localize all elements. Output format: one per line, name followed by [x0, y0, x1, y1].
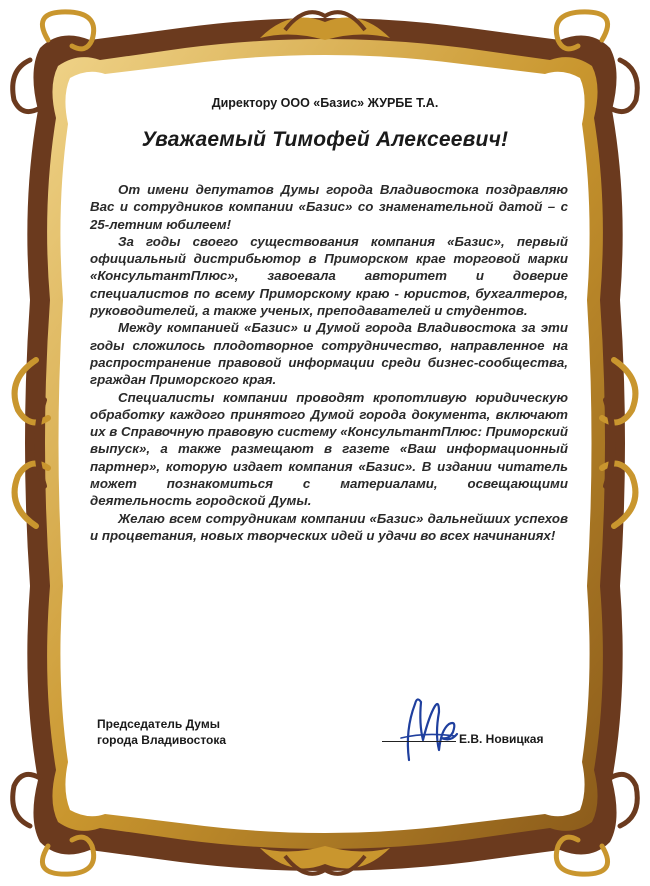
body-paragraph: От имени депутатов Думы города Владивостока поздравляю Вас и сотрудников компании «Базис» со знаменательной датой – с 25-летним юбилеем!: [90, 182, 568, 232]
handwritten-signature: [395, 690, 461, 768]
signatory-title-line: Председатель Думы: [97, 717, 220, 731]
body-paragraph: За годы своего существования компания «Базис», первый официальный дистрибьютор в Приморском крае торговой марки «КонсультантПлюс», завоевала авторитет и доверие специалистов по всему Приморскому краю - юристов, бухгалтеров, руководителей, а также ученых, преподавателей и студентов.: [90, 233, 568, 319]
addressee-line: Директору ООО «Базис» ЖУРБЕ Т.А.: [211, 96, 439, 110]
body-paragraph: Желаю всем сотрудникам компании «Базис» дальнейших успехов и процветания, новых творческих идей и удачи во всех начинаниях!: [90, 510, 568, 543]
letter-body: [90, 181, 568, 544]
body-paragraph: Специалисты компании проводят кропотливую юридическую обработку каждого принятого Думой города документа, включают их в Справочную правовую систему «КонсультантПлюс: Приморский выпуск», а также размещают в газете «Ваш информационный партнер», которую издает компания «Базис». В издании читатель может познакомиться с материалами, освещающими деятельность городской Думы.: [90, 389, 568, 509]
signatory-title: [97, 716, 226, 748]
signatory-name: Е.В. Новицкая: [459, 732, 544, 746]
greeting-heading: Уважаемый Тимофей Алексеевич!: [141, 128, 509, 151]
signature-line: [382, 741, 456, 742]
signatory-title-line: города Владивостока: [97, 733, 227, 747]
body-paragraph: Между компанией «Базис» и Думой города Владивостока за эти годы сложилось плодотворное сотрудничество, направленное на распространение правовой информации среди бизнес-сообщества, граждан Приморского края.: [90, 320, 568, 388]
